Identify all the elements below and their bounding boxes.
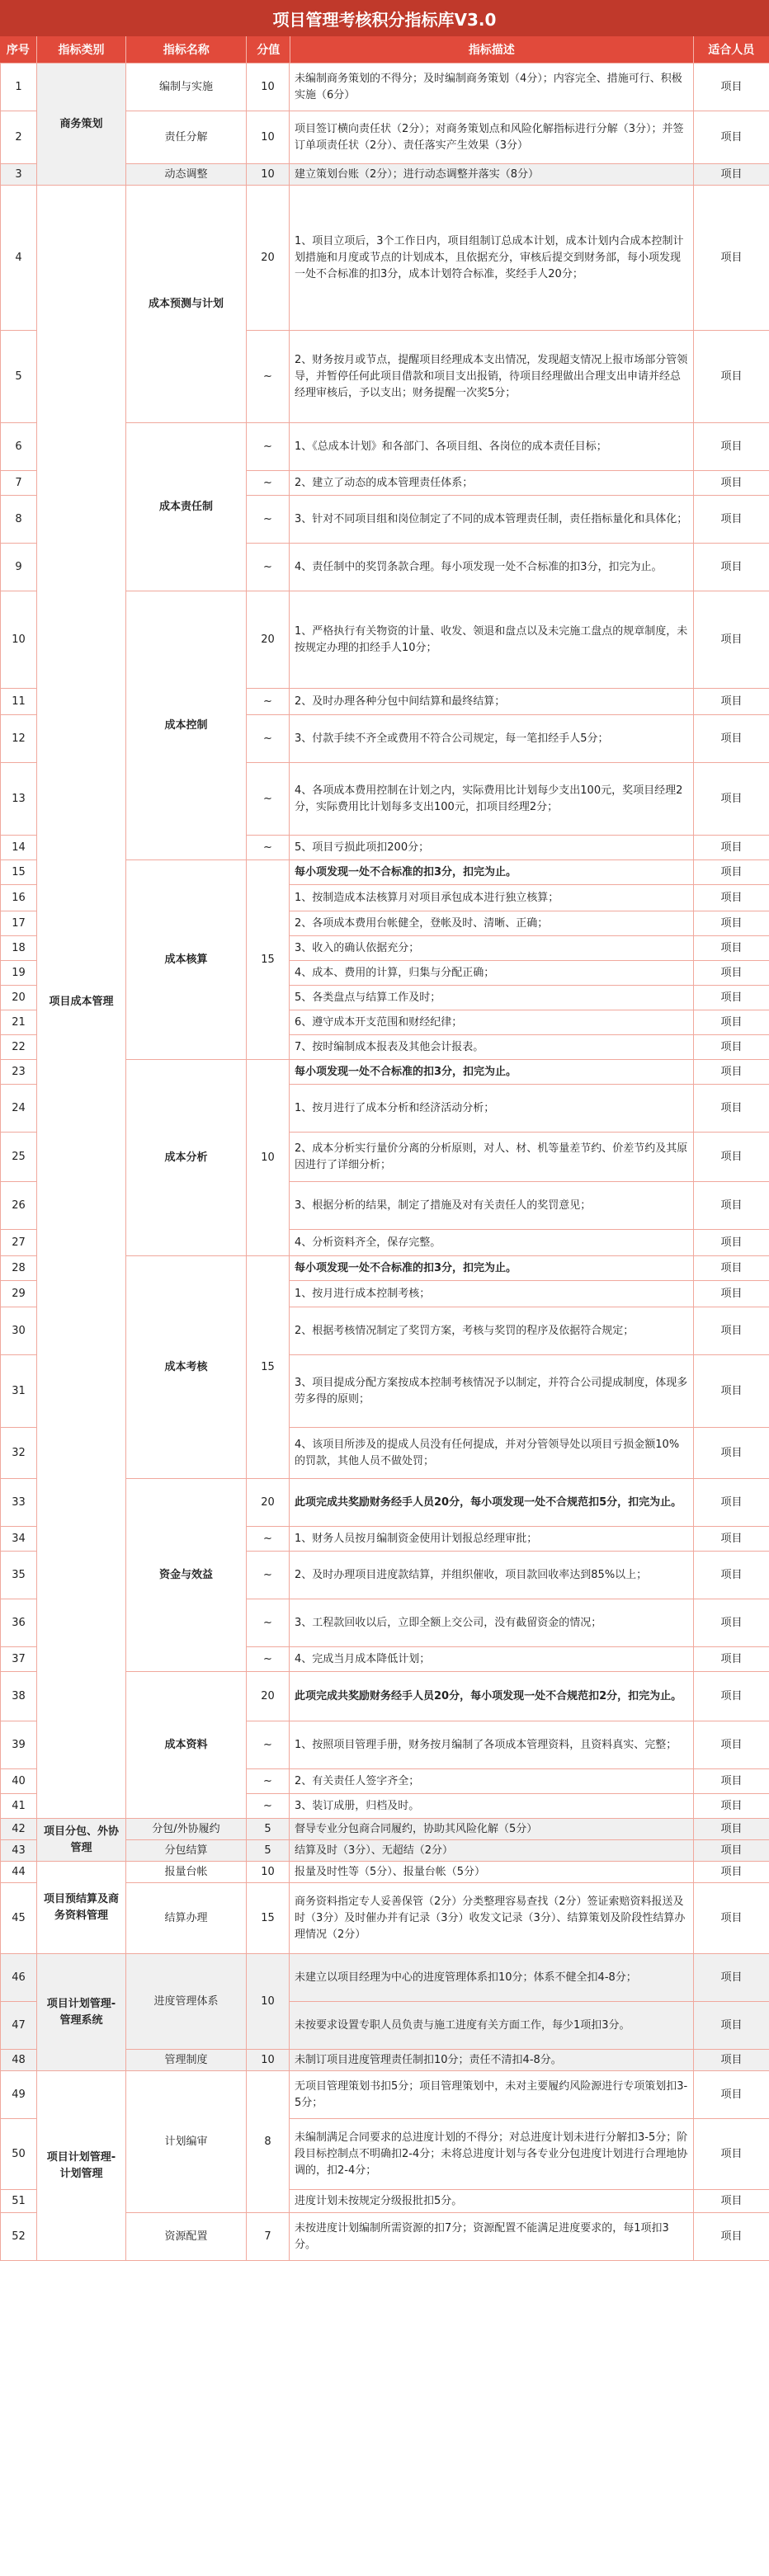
score-cell: 20 (247, 591, 290, 689)
description-cell: 无项目管理策划书扣5分；项目管理策划中，未对主要履约风险源进行专项策划扣3-5分； (290, 2071, 694, 2119)
score-cell: ~ (247, 763, 290, 836)
header-score: 分值 (247, 36, 290, 63)
score-cell: 15 (247, 1883, 290, 1954)
indicator-name: 成本核算 (126, 860, 247, 1060)
description-cell: 4、分析资料齐全，保存完整。 (290, 1230, 694, 1256)
suitable-cell: 项目 (694, 186, 769, 331)
suitable-cell: 项目 (694, 1230, 769, 1256)
suitable-cell: 项目 (694, 2002, 769, 2050)
indicator-name: 成本预测与计划 (126, 186, 247, 423)
header-suitable: 适合人员 (708, 44, 755, 57)
indicator-name: 进度管理体系 (126, 1954, 247, 2050)
suitable-cell: 项目 (694, 1647, 769, 1672)
description-cell: 结算及时（3分）、无超结（2分） (290, 1840, 694, 1862)
description-cell: 4、完成当月成本降低计划； (290, 1647, 694, 1672)
suitable-cell: 项目 (694, 331, 769, 423)
row-index: 23 (1, 1060, 37, 1085)
score-cell: 20 (247, 186, 290, 331)
row-index: 50 (1, 2119, 37, 2190)
row-index: 9 (1, 544, 37, 591)
row-index: 33 (1, 1479, 37, 1527)
suitable-cell: 项目 (694, 1085, 769, 1133)
description-cell: 商务资料指定专人妥善保管（2分）分类整理容易查找（2分）签证索赔资料报送及时（3分）及时催办并有记录（3分）收发文记录（3分）、结算策划及阶段性结算办理情况（2分） (290, 1883, 694, 1954)
score-cell: 5 (247, 1819, 290, 1840)
description-cell: 此项完成共奖励财务经手人员20分，每小项发现一处不合规范扣2分，扣完为止。 (290, 1672, 694, 1721)
suitable-cell: 项目 (694, 936, 769, 961)
score-cell: 8 (247, 2071, 290, 2213)
description-cell: 2、根据考核情况制定了奖罚方案，考核与奖罚的程序及依据符合规定； (290, 1307, 694, 1355)
indicator-name: 成本考核 (126, 1256, 247, 1479)
header-description: 指标描述 (290, 36, 693, 63)
suitable-cell: 项目 (694, 1428, 769, 1479)
description-cell: 未按进度计划编制所需资源的扣7分；资源配置不能满足进度要求的，每1项扣3分。 (290, 2213, 694, 2261)
suitable-cell: 项目 (694, 1840, 769, 1862)
score-cell: ~ (247, 423, 290, 471)
indicator-name: 计划编审 (126, 2071, 247, 2213)
suitable-cell: 项目 (694, 2190, 769, 2213)
suitable-cell: 项目 (694, 2050, 769, 2071)
score-cell: ~ (247, 544, 290, 591)
row-index: 28 (1, 1256, 37, 1281)
suitable-cell: 项目 (694, 836, 769, 860)
description-cell: 2、各项成本费用台帐健全，登帐及时、清晰、正确； (290, 911, 694, 936)
row-index: 10 (1, 591, 37, 689)
row-index: 18 (1, 936, 37, 961)
header-category: 指标类别 (37, 36, 126, 63)
suitable-cell: 项目 (694, 1794, 769, 1819)
row-index: 14 (1, 836, 37, 860)
table-row (1, 186, 769, 331)
suitable-cell: 项目 (694, 423, 769, 471)
row-index: 32 (1, 1428, 37, 1479)
row-index: 44 (1, 1862, 37, 1883)
description-cell: 1、财务人员按月编制资金使用计划报总经理审批； (290, 1527, 694, 1552)
suitable-cell: 项目 (694, 2119, 769, 2190)
description-cell: 1、按制造成本法核算月对项目承包成本进行独立核算； (290, 885, 694, 911)
description-cell: 未编制商务策划的不得分；及时编制商务策划（4分）；内容完全、措施可行、积极实施（6分） (290, 64, 694, 111)
suitable-cell: 项目 (694, 544, 769, 591)
table-header (0, 36, 769, 63)
score-cell: 10 (247, 1862, 290, 1883)
description-cell: 未按要求设置专职人员负责与施工进度有关方面工作，每少1项扣3分。 (290, 2002, 694, 2050)
row-index: 39 (1, 1721, 37, 1769)
indicator-name: 资源配置 (126, 2213, 247, 2261)
row-index: 5 (1, 331, 37, 423)
suitable-cell: 项目 (694, 1883, 769, 1954)
description-cell: 3、工程款回收以后，立即全额上交公司，没有截留资金的情况； (290, 1599, 694, 1647)
suitable-cell: 项目 (694, 986, 769, 1010)
description-cell: 1、严格执行有关物资的计量、收发、领退和盘点以及未完施工盘点的规章制度，未按规定办理的扣经手人10分； (290, 591, 694, 689)
description-cell: 7、按时编制成本报表及其他会计报表。 (290, 1035, 694, 1060)
indicator-name: 编制与实施 (126, 64, 247, 111)
description-cell: 3、付款手续不齐全或费用不符合公司规定，每一笔扣经手人5分； (290, 715, 694, 763)
description-cell: 4、该项目所涉及的提成人员没有任何提成，并对分管领导处以项目亏损金额10%的罚款，其他人员不做处罚； (290, 1428, 694, 1479)
description-cell: 此项完成共奖励财务经手人员20分，每小项发现一处不合规范扣5分，扣完为止。 (290, 1479, 694, 1527)
indicator-table (0, 63, 769, 2261)
description-cell: 进度计划未按规定分级报批扣5分。 (290, 2190, 694, 2213)
row-index: 45 (1, 1883, 37, 1954)
description-cell: 未建立以项目经理为中心的进度管理体系扣10分；体系不健全扣4-8分； (290, 1954, 694, 2002)
score-cell: ~ (247, 1599, 290, 1647)
indicator-name: 成本控制 (126, 591, 247, 860)
indicator-name: 分包结算 (126, 1840, 247, 1862)
description-cell: 督导专业分包商合同履约，协助其风险化解（5分） (290, 1819, 694, 1840)
description-cell: 2、有关责任人签字齐全； (290, 1769, 694, 1794)
suitable-cell: 项目 (694, 591, 769, 689)
description-cell: 1、项目立项后，3个工作日内，项目组制订总成本计划，成本计划内合成本控制计划措施和月度或节点的计划成本，且依据充分，审核后提交到财务部，每小项发现一处不合标准的扣3分，成本计划符合标准，奖经手人20分； (290, 186, 694, 331)
indicator-name: 报量台帐 (126, 1862, 247, 1883)
score-cell: 20 (247, 1672, 290, 1721)
score-cell: ~ (247, 496, 290, 544)
row-index: 16 (1, 885, 37, 911)
suitable-cell: 项目 (694, 1256, 769, 1281)
description-cell: 4、成本、费用的计算，归集与分配正确； (290, 961, 694, 986)
header-index: 序号 (0, 36, 37, 63)
suitable-cell: 项目 (694, 471, 769, 496)
row-index: 20 (1, 986, 37, 1010)
score-cell: ~ (247, 715, 290, 763)
indicator-name: 成本资料 (126, 1672, 247, 1819)
description-cell: 4、责任制中的奖罚条款合理。每小项发现一处不合标准的扣3分，扣完为止。 (290, 544, 694, 591)
category-cell: 项目分包、外协管理 (37, 1819, 126, 1862)
suitable-cell: 项目 (694, 1355, 769, 1428)
score-cell: ~ (247, 1647, 290, 1672)
suitable-cell: 项目 (694, 2213, 769, 2261)
indicator-name: 管理制度 (126, 2050, 247, 2071)
row-index: 52 (1, 2213, 37, 2261)
indicator-name: 成本分析 (126, 1060, 247, 1256)
score-cell: ~ (247, 836, 290, 860)
row-index: 30 (1, 1307, 37, 1355)
table-row (1, 2071, 769, 2119)
row-index: 31 (1, 1355, 37, 1428)
score-cell: ~ (247, 1769, 290, 1794)
suitable-cell: 项目 (694, 689, 769, 715)
suitable-cell: 项目 (694, 763, 769, 836)
description-cell: 5、各类盘点与结算工作及时； (290, 986, 694, 1010)
suitable-cell: 项目 (694, 1599, 769, 1647)
suitable-cell: 项目 (694, 1721, 769, 1769)
score-cell: ~ (247, 471, 290, 496)
row-index: 4 (1, 186, 37, 331)
indicator-name: 责任分解 (126, 111, 247, 164)
suitable-cell: 项目 (694, 1307, 769, 1355)
header-name: 指标名称 (126, 36, 247, 63)
score-cell: ~ (247, 1721, 290, 1769)
suitable-cell: 项目 (694, 1133, 769, 1182)
suitable-cell: 项目 (694, 1035, 769, 1060)
row-index: 21 (1, 1010, 37, 1035)
description-cell: 1、按月进行成本控制考核； (290, 1281, 694, 1307)
row-index: 25 (1, 1133, 37, 1182)
suitable-cell: 项目 (694, 1527, 769, 1552)
row-index: 46 (1, 1954, 37, 2002)
row-index: 12 (1, 715, 37, 763)
row-index: 49 (1, 2071, 37, 2119)
row-index: 6 (1, 423, 37, 471)
row-index: 40 (1, 1769, 37, 1794)
score-cell: ~ (247, 331, 290, 423)
score-cell: 20 (247, 1479, 290, 1527)
description-cell: 报量及时性等（5分）、报量台帐（5分） (290, 1862, 694, 1883)
row-index: 8 (1, 496, 37, 544)
suitable-cell: 项目 (694, 1769, 769, 1794)
row-index: 47 (1, 2002, 37, 2050)
category-cell: 项目计划管理-管理系统 (37, 1954, 126, 2071)
suitable-cell: 项目 (694, 1479, 769, 1527)
description-cell: 1、按月进行了成本分析和经济活动分析； (290, 1085, 694, 1133)
description-cell: 每小项发现一处不合标准的扣3分，扣完为止。 (290, 860, 694, 885)
row-index: 38 (1, 1672, 37, 1721)
description-cell: 每小项发现一处不合标准的扣3分，扣完为止。 (290, 1060, 694, 1085)
description-cell: 未制订项目进度管理责任制扣10分；责任不清扣4-8分。 (290, 2050, 694, 2071)
row-index: 37 (1, 1647, 37, 1672)
description-cell: 6、遵守成本开支范围和财经纪律； (290, 1010, 694, 1035)
row-index: 24 (1, 1085, 37, 1133)
suitable-cell: 项目 (694, 860, 769, 885)
description-cell: 2、财务按月或节点，提醒项目经理成本支出情况，发现超支情况上报市场部分管领导，并暂停任何此项目借款和项目支出报销，待项目经理做出合理支出申请并经总经理审核后，予以支出；财务提醒一次奖5分； (290, 331, 694, 423)
description-cell: 3、根据分析的结果，制定了措施及对有关责任人的奖罚意见； (290, 1182, 694, 1230)
description-cell: 4、各项成本费用控制在计划之内，实际费用比计划每少支出100元，奖项目经理2分，实际费用比计划每多支出100元，扣项目经理2分； (290, 763, 694, 836)
suitable-cell: 项目 (694, 2071, 769, 2119)
score-cell: 10 (247, 64, 290, 111)
score-cell: ~ (247, 689, 290, 715)
description-cell: 2、成本分析实行量价分离的分析原则，对人、材、机等量差节约、价差节约及其原因进行了详细分析； (290, 1133, 694, 1182)
description-cell: 每小项发现一处不合标准的扣3分，扣完为止。 (290, 1256, 694, 1281)
row-index: 43 (1, 1840, 37, 1862)
row-index: 11 (1, 689, 37, 715)
row-index: 3 (1, 164, 37, 186)
row-index: 1 (1, 64, 37, 111)
suitable-cell: 项目 (694, 111, 769, 164)
description-cell: 未编制满足合同要求的总进度计划的不得分；对总进度计划未进行分解扣3-5分；阶段目标控制点不明确扣2-4分；未将总进度计划与各专业分包进度计划进行合理地协调的，扣2-4分； (290, 2119, 694, 2190)
description-cell: 1、《总成本计划》和各部门、各项目组、各岗位的成本责任目标； (290, 423, 694, 471)
score-cell: 10 (247, 1060, 290, 1256)
description-cell: 3、装订成册，归档及时。 (290, 1794, 694, 1819)
suitable-cell: 项目 (694, 885, 769, 911)
row-index: 41 (1, 1794, 37, 1819)
row-index: 13 (1, 763, 37, 836)
suitable-cell: 项目 (694, 911, 769, 936)
suitable-cell: 项目 (694, 1182, 769, 1230)
row-index: 48 (1, 2050, 37, 2071)
category-cell: 项目计划管理-计划管理 (37, 2071, 126, 2261)
suitable-cell: 项目 (694, 164, 769, 186)
suitable-cell: 项目 (694, 1954, 769, 2002)
indicator-name: 成本责任制 (126, 423, 247, 591)
description-cell: 2、及时办理项目进度款结算，并组织催收，项目款回收率达到85%以上； (290, 1552, 694, 1599)
suitable-cell: 项目 (694, 1552, 769, 1599)
score-cell: 10 (247, 164, 290, 186)
category-cell: 项目成本管理 (37, 186, 126, 1819)
row-index: 15 (1, 860, 37, 885)
score-cell: 7 (247, 2213, 290, 2261)
row-index: 17 (1, 911, 37, 936)
description-cell: 建立策划台账（2分）；进行动态调整并落实（8分） (290, 164, 694, 186)
category-cell: 商务策划 (37, 64, 126, 186)
description-cell: 项目签订横向责任状（2分）；对商务策划点和风险化解指标进行分解（3分）；并签订单项责任状（2分）、责任落实产生效果（3分） (290, 111, 694, 164)
score-cell: ~ (247, 1527, 290, 1552)
description-cell: 3、项目提成分配方案按成本控制考核情况予以制定，并符合公司提成制度，体现多劳多得的原则； (290, 1355, 694, 1428)
table-row (1, 1954, 769, 2002)
indicator-name: 结算办理 (126, 1883, 247, 1954)
suitable-cell: 项目 (694, 961, 769, 986)
suitable-cell: 项目 (694, 1862, 769, 1883)
row-index: 42 (1, 1819, 37, 1840)
score-cell: ~ (247, 1794, 290, 1819)
row-index: 7 (1, 471, 37, 496)
suitable-cell: 项目 (694, 1010, 769, 1035)
suitable-cell: 项目 (694, 715, 769, 763)
row-index: 2 (1, 111, 37, 164)
row-index: 19 (1, 961, 37, 986)
page-title: 项目管理考核积分指标库V3.0 (0, 0, 769, 36)
table-row (1, 64, 769, 111)
suitable-cell: 项目 (694, 64, 769, 111)
suitable-cell: 项目 (694, 1281, 769, 1307)
description-cell: 2、及时办理各种分包中间结算和最终结算； (290, 689, 694, 715)
description-cell: 5、项目亏损此项扣200分； (290, 836, 694, 860)
table-row (1, 1862, 769, 1883)
suitable-cell: 项目 (694, 496, 769, 544)
score-cell: 5 (247, 1840, 290, 1862)
description-cell: 2、建立了动态的成本管理责任体系； (290, 471, 694, 496)
suitable-cell: 项目 (694, 1672, 769, 1721)
row-index: 26 (1, 1182, 37, 1230)
score-cell: ~ (247, 1552, 290, 1599)
row-index: 51 (1, 2190, 37, 2213)
suitable-cell: 项目 (694, 1060, 769, 1085)
row-index: 22 (1, 1035, 37, 1060)
row-index: 27 (1, 1230, 37, 1256)
row-index: 36 (1, 1599, 37, 1647)
suitable-cell: 项目 (694, 1819, 769, 1840)
indicator-name: 资金与效益 (126, 1479, 247, 1672)
indicator-name: 分包/外协履约 (126, 1819, 247, 1840)
score-cell: 10 (247, 2050, 290, 2071)
description-cell: 3、针对不同项目组和岗位制定了不同的成本管理责任制，责任指标量化和具体化； (290, 496, 694, 544)
category-cell: 项目预结算及商务资料管理 (37, 1862, 126, 1954)
table-row (1, 1819, 769, 1840)
score-cell: 10 (247, 111, 290, 164)
score-cell: 10 (247, 1954, 290, 2050)
indicator-name: 动态调整 (126, 164, 247, 186)
description-cell: 3、收入的确认依据充分； (290, 936, 694, 961)
row-index: 35 (1, 1552, 37, 1599)
score-cell: 15 (247, 860, 290, 1060)
description-cell: 1、按照项目管理手册，财务按月编制了各项成本管理资料，且资料真实、完整； (290, 1721, 694, 1769)
row-index: 29 (1, 1281, 37, 1307)
row-index: 34 (1, 1527, 37, 1552)
score-cell: 15 (247, 1256, 290, 1479)
